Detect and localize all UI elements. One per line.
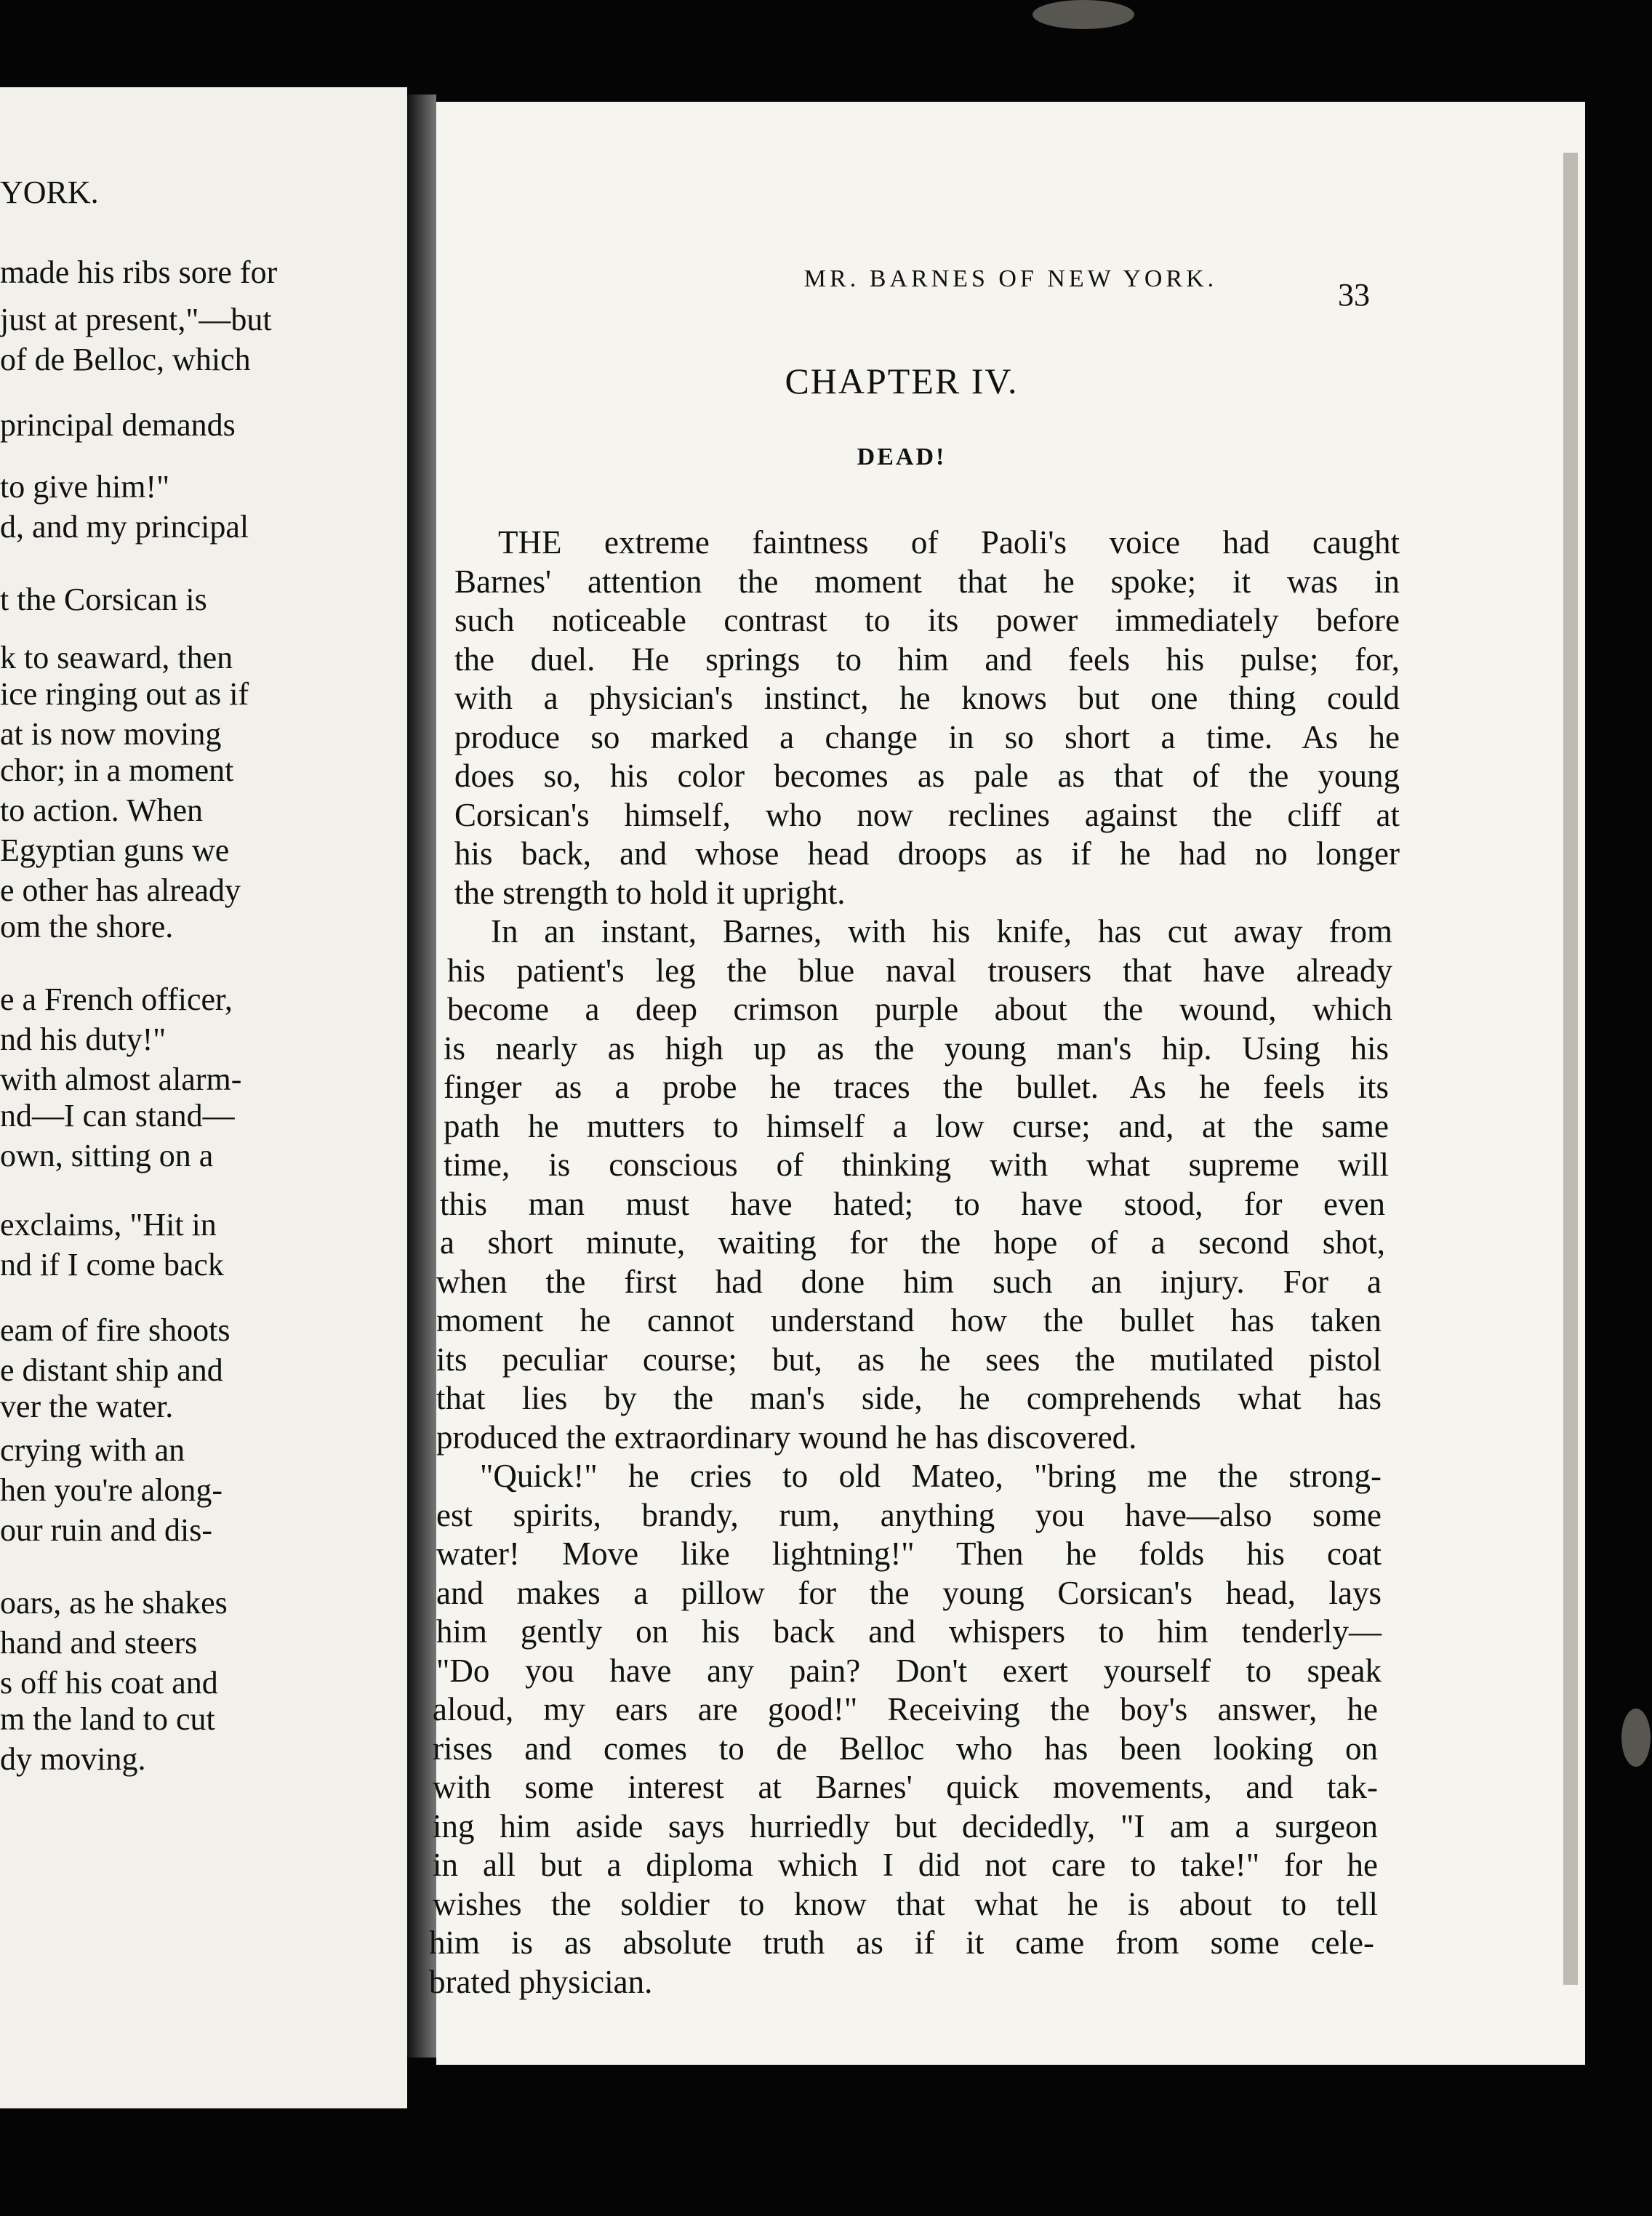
body-line: produced the extraordinary wound he has discovered.	[436, 1418, 1137, 1456]
left-page-line: oars, as he shakes	[0, 1585, 228, 1621]
left-page-line: e a French officer,	[0, 981, 233, 1017]
left-page-line: crying with an	[0, 1432, 185, 1468]
body-line: such noticeable contrast to its power immediately before	[454, 602, 1400, 638]
left-page-line: made his ribs sore for	[0, 254, 278, 290]
left-page-line: ver the water.	[0, 1389, 174, 1424]
body-line: in all but a diploma which I did not care to take!" for he	[433, 1847, 1378, 1883]
body-line: a short minute, waiting for the hope of a second shot,	[440, 1224, 1385, 1261]
left-page-line: principal demands	[0, 407, 236, 443]
section-title: DEAD!	[857, 443, 947, 470]
page-edge	[1563, 153, 1578, 1985]
left-page-line: s off his coat and	[0, 1665, 218, 1701]
body-line: is nearly as high up as the young man's hip. Using his	[444, 1029, 1389, 1067]
body-line: his patient's leg the blue naval trousers that have already	[447, 952, 1392, 989]
left-page-line: nd—I can stand—	[0, 1098, 235, 1133]
body-line: brated physician.	[429, 1963, 653, 2000]
left-page-line: to action. When	[0, 792, 203, 828]
left-page-line: nd if I come back	[0, 1247, 224, 1282]
body-line: wishes the soldier to know that what he is about to tell	[433, 1885, 1378, 1922]
left-page-line: Egyptian guns we	[0, 832, 230, 868]
left-page-line: e distant ship and	[0, 1352, 223, 1388]
body-line: aloud, my ears are good!" Receiving the boy's answer, he	[433, 1691, 1378, 1727]
left-page-line: nd his duty!"	[0, 1021, 167, 1057]
left-page-line: ice ringing out as if	[0, 676, 249, 712]
body-line: its peculiar course; but, as he sees the mutilated pistol	[436, 1341, 1382, 1378]
body-line: rises and comes to de Belloc who has been looking on	[433, 1730, 1378, 1767]
left-page-line: our ruin and dis-	[0, 1512, 213, 1548]
chapter-title: CHAPTER IV.	[785, 361, 1019, 401]
body-line: "Do you have any pain? Don't exert yourself to speak	[436, 1652, 1382, 1689]
page-number: 33	[1338, 277, 1370, 313]
body-line: finger as a probe he traces the bullet. As he feels its	[444, 1069, 1389, 1105]
left-page-line: exclaims, "Hit in	[0, 1207, 217, 1243]
body-line: the strength to hold it upright.	[454, 874, 846, 911]
body-line: the duel. He springs to him and feels his pulse; for,	[454, 641, 1400, 678]
left-page-line: to give him!"	[0, 469, 170, 505]
body-line: Barnes' attention the moment that he spoke; it was in	[454, 563, 1400, 600]
left-page-line: dy moving.	[0, 1741, 146, 1777]
body-line: ing him aside says hurriedly but decidedly, "I am a surgeon	[433, 1807, 1378, 1844]
body-line: est spirits, brandy, rum, anything you have—also some	[436, 1496, 1382, 1533]
paper-smudge	[1621, 1709, 1651, 1767]
body-line: that lies by the man's side, he comprehends what has	[436, 1380, 1382, 1416]
left-page-line: om the shore.	[0, 909, 174, 944]
body-line: him is as absolute truth as if it came from some cele-	[429, 1924, 1374, 1961]
left-page-line: of de Belloc, which	[0, 342, 251, 377]
left-page-line: chor; in a moment	[0, 752, 234, 788]
body-line: his back, and whose head droops as if he had no longer	[454, 835, 1400, 872]
book-gutter	[407, 95, 436, 2058]
running-head: MR. BARNES OF NEW YORK.	[803, 265, 1218, 292]
left-page-line: own, sitting on a	[0, 1138, 214, 1173]
body-line: THE extreme faintness of Paoli's voice had caught	[498, 524, 1400, 561]
left-page-line: YORK.	[0, 174, 99, 210]
paper-smudge	[1032, 0, 1134, 29]
left-page-line: just at present,"—but	[0, 302, 272, 337]
left-page-line: k to seaward, then	[0, 640, 233, 675]
left-page-line: t the Corsican is	[0, 582, 207, 617]
left-book-page	[0, 87, 407, 2108]
body-line: In an instant, Barnes, with his knife, has cut away from	[491, 913, 1392, 950]
body-line: when the first had done him such an injury. For a	[436, 1263, 1382, 1300]
left-page-line: eam of fire shoots	[0, 1312, 230, 1348]
left-page-line: m the land to cut	[0, 1701, 215, 1737]
body-line: does so, his color becomes as pale as that of the young	[454, 758, 1400, 794]
body-line: with some interest at Barnes' quick movements, and tak-	[433, 1769, 1378, 1805]
left-page-line: e other has already	[0, 872, 241, 908]
body-line: time, is conscious of thinking with what supreme will	[444, 1147, 1389, 1183]
body-line: water! Move like lightning!" Then he folds his coat	[436, 1535, 1382, 1572]
left-page-line: hand and steers	[0, 1625, 198, 1661]
body-line: this man must have hated; to have stood, for even	[440, 1185, 1385, 1222]
left-page-line: hen you're along-	[0, 1472, 223, 1508]
body-line: "Quick!" he cries to old Mateo, "bring me the strong-	[480, 1458, 1382, 1494]
body-line: and makes a pillow for the young Corsican's head, lays	[436, 1574, 1382, 1611]
body-line: path he mutters to himself a low curse; and, at the same	[444, 1107, 1389, 1144]
left-page-line: with almost alarm-	[0, 1061, 242, 1097]
body-line: with a physician's instinct, he knows but one thing could	[454, 680, 1400, 716]
left-page-line: d, and my principal	[0, 509, 249, 545]
body-line: produce so marked a change in so short a time. As he	[454, 718, 1400, 755]
body-line: Corsican's himself, who now reclines against the cliff at	[454, 796, 1400, 833]
body-line: moment he cannot understand how the bullet has taken	[436, 1302, 1382, 1338]
body-line: become a deep crimson purple about the wound, which	[447, 991, 1392, 1027]
body-line: him gently on his back and whispers to him tenderly—	[436, 1613, 1382, 1650]
left-page-line: at is now moving	[0, 716, 222, 752]
